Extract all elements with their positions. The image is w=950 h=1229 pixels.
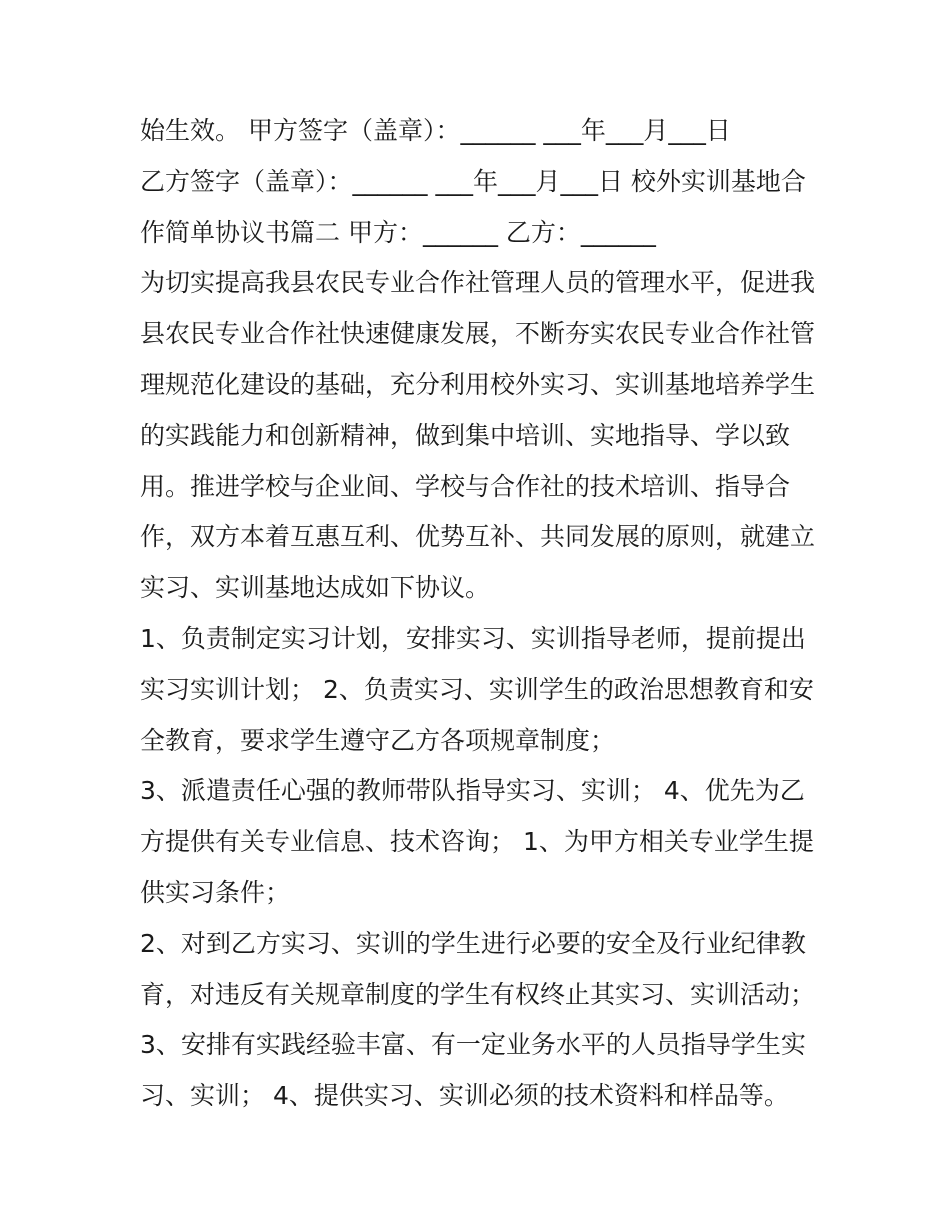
text-line: 实习、实训基地达成如下协议。: [140, 573, 491, 603]
text-line: 方提供有关专业信息、技术咨询； 1、为甲方相关专业学生提: [140, 827, 814, 857]
text-line: 3、安排有实践经验丰富、有一定业务水平的人员指导学生实: [140, 1030, 806, 1060]
text-line: 始生效。 甲方签字（盖章）：______ ___年___月___日: [140, 116, 731, 145]
text-line: 2、对到乙方实习、实训的学生进行必要的安全及行业纪律教: [140, 928, 806, 958]
text-line: 全教育，要求学生遵守乙方各项规章制度；: [140, 725, 616, 755]
text-line: 1、负责制定实习计划，安排实习、实训指导老师，提前提出: [140, 623, 806, 653]
text-line: 的实践能力和创新精神，做到集中培训、实地指导、学以致: [140, 420, 791, 450]
text-line: 育，对违反有关规章制度的学生有权终止其实习、实训活动；: [140, 979, 816, 1009]
text-line: 习、实训； 4、提供实习、实训必须的技术资料和样品等。: [140, 1081, 789, 1111]
text-line: 供实习条件；: [140, 877, 291, 907]
text-line: 作，双方本着互惠互利、优势互补、共同发展的原则，就建立: [140, 522, 816, 552]
document-body: [140, 106, 820, 1122]
text-line: 3、派遣责任心强的教师带队指导实习、实训； 4、优先为乙: [140, 776, 805, 806]
text-line: 乙方签字（盖章）：______ ___年___月___日 校外实训基地合: [140, 166, 806, 196]
text-line: 县农民专业合作社快速健康发展，不断夯实农民专业合作社管: [140, 319, 816, 349]
text-line: 实习实训计划； 2、负责实习、实训学生的政治思想教育和安: [140, 674, 814, 704]
text-line: 为切实提高我县农民专业合作社管理人员的管理水平，促进我: [140, 268, 816, 298]
text-line: 理规范化建设的基础，充分利用校外实习、实训基地培养学生: [140, 369, 816, 399]
text-line: 用。推进学校与企业间、学校与合作社的技术培训、指导合: [140, 471, 791, 501]
text-line: 作简单协议书篇二 甲方：______ 乙方：______: [140, 217, 656, 247]
